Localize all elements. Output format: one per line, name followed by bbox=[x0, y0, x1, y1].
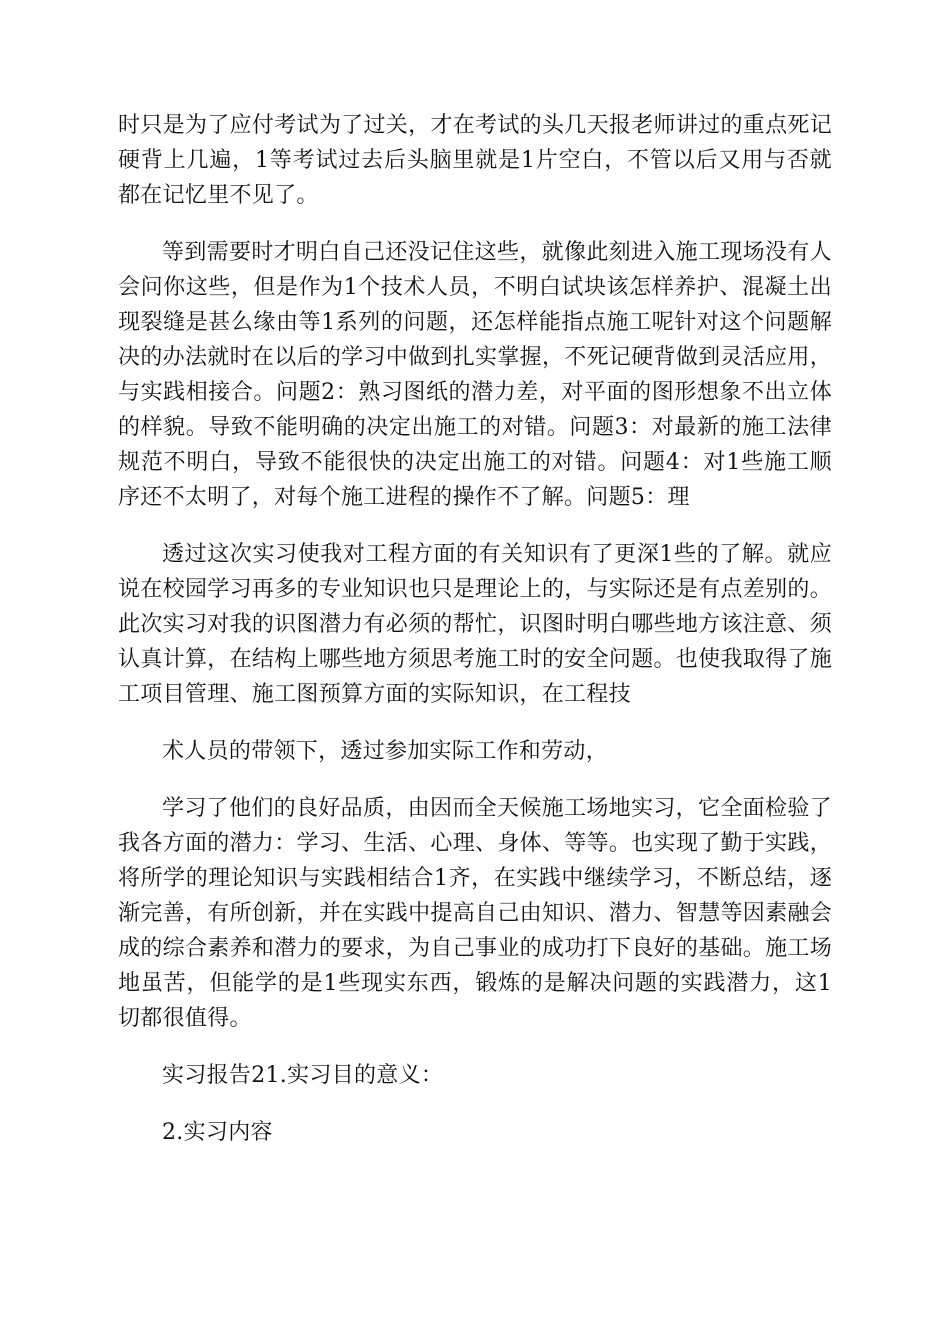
paragraph-problems: 等到需要时才明白自己还没记住这些，就像此刻进入施工现场没有人会问你这些，但是作为1个技术人员，不明白试块该怎样养护、混凝土出现裂缝是甚么缘由等1系列的问题，还怎样能指点施工呢针对这个问题解决的办法就时在以后的学习中做到扎实掌握，不死记硬背做到灵活应用，与实践相接合。问题2：熟习图纸的潜力差，对平面的图形想象不出立体的样貌。导致不能明确的决定出施工的对错。问题3：对最新的施工法律规范不明白，导致不能很快的决定出施工的对错。问题4：对1些施工顺序还不太明了，对每个施工进程的操作不了解。问题5：理 bbox=[118, 240, 832, 510]
paragraph-continuation: 时只是为了应付考试为了过关，才在考试的头几天报老师讲过的重点死记硬背上几遍，1等考试过去后头脑里就是1片空白，不管以后又用与否就都在记忆里不见了。 bbox=[118, 113, 832, 208]
section-heading-content: 2.实习内容 bbox=[162, 1120, 273, 1145]
document-page bbox=[118, 108, 832, 1172]
section-heading-purpose: 实习报告21.实习目的意义： bbox=[162, 1063, 444, 1088]
paragraph-technician-guidance: 术人员的带领下，透过参加实际工作和劳动， bbox=[162, 739, 609, 764]
paragraph-internship-knowledge: 透过这次实习使我对工程方面的有关知识有了更深1些的了解。就应说在校园学习再多的专业知识也只是理论上的，与实际还是有点差别的。此次实习对我的识图潜力有必须的帮忙，识图时明白哪些地方该注意、须认真计算，在结构上哪些地方须思考施工时的安全问题。也使我取得了施工项目管理、施工图预算方面的实际知识，在工程技 bbox=[118, 542, 832, 707]
paragraph-site-practice: 学习了他们的良好品质，由因而全天候施工场地实习，它全面检验了我各方面的潜力：学习、生活、心理、身体、等等。也实现了勤于实践，将所学的理论知识与实践相结合1齐，在实践中继续学习，不断总结，逐渐完善，有所创新，并在实践中提高自己由知识、潜力、智慧等因素融会成的综合素养和潜力的要求，为自己事业的成功打下良好的基础。施工场地虽苦，但能学的是1些现实东西，锻炼的是解决问题的实践潜力，这1切都很值得。 bbox=[118, 796, 832, 1031]
